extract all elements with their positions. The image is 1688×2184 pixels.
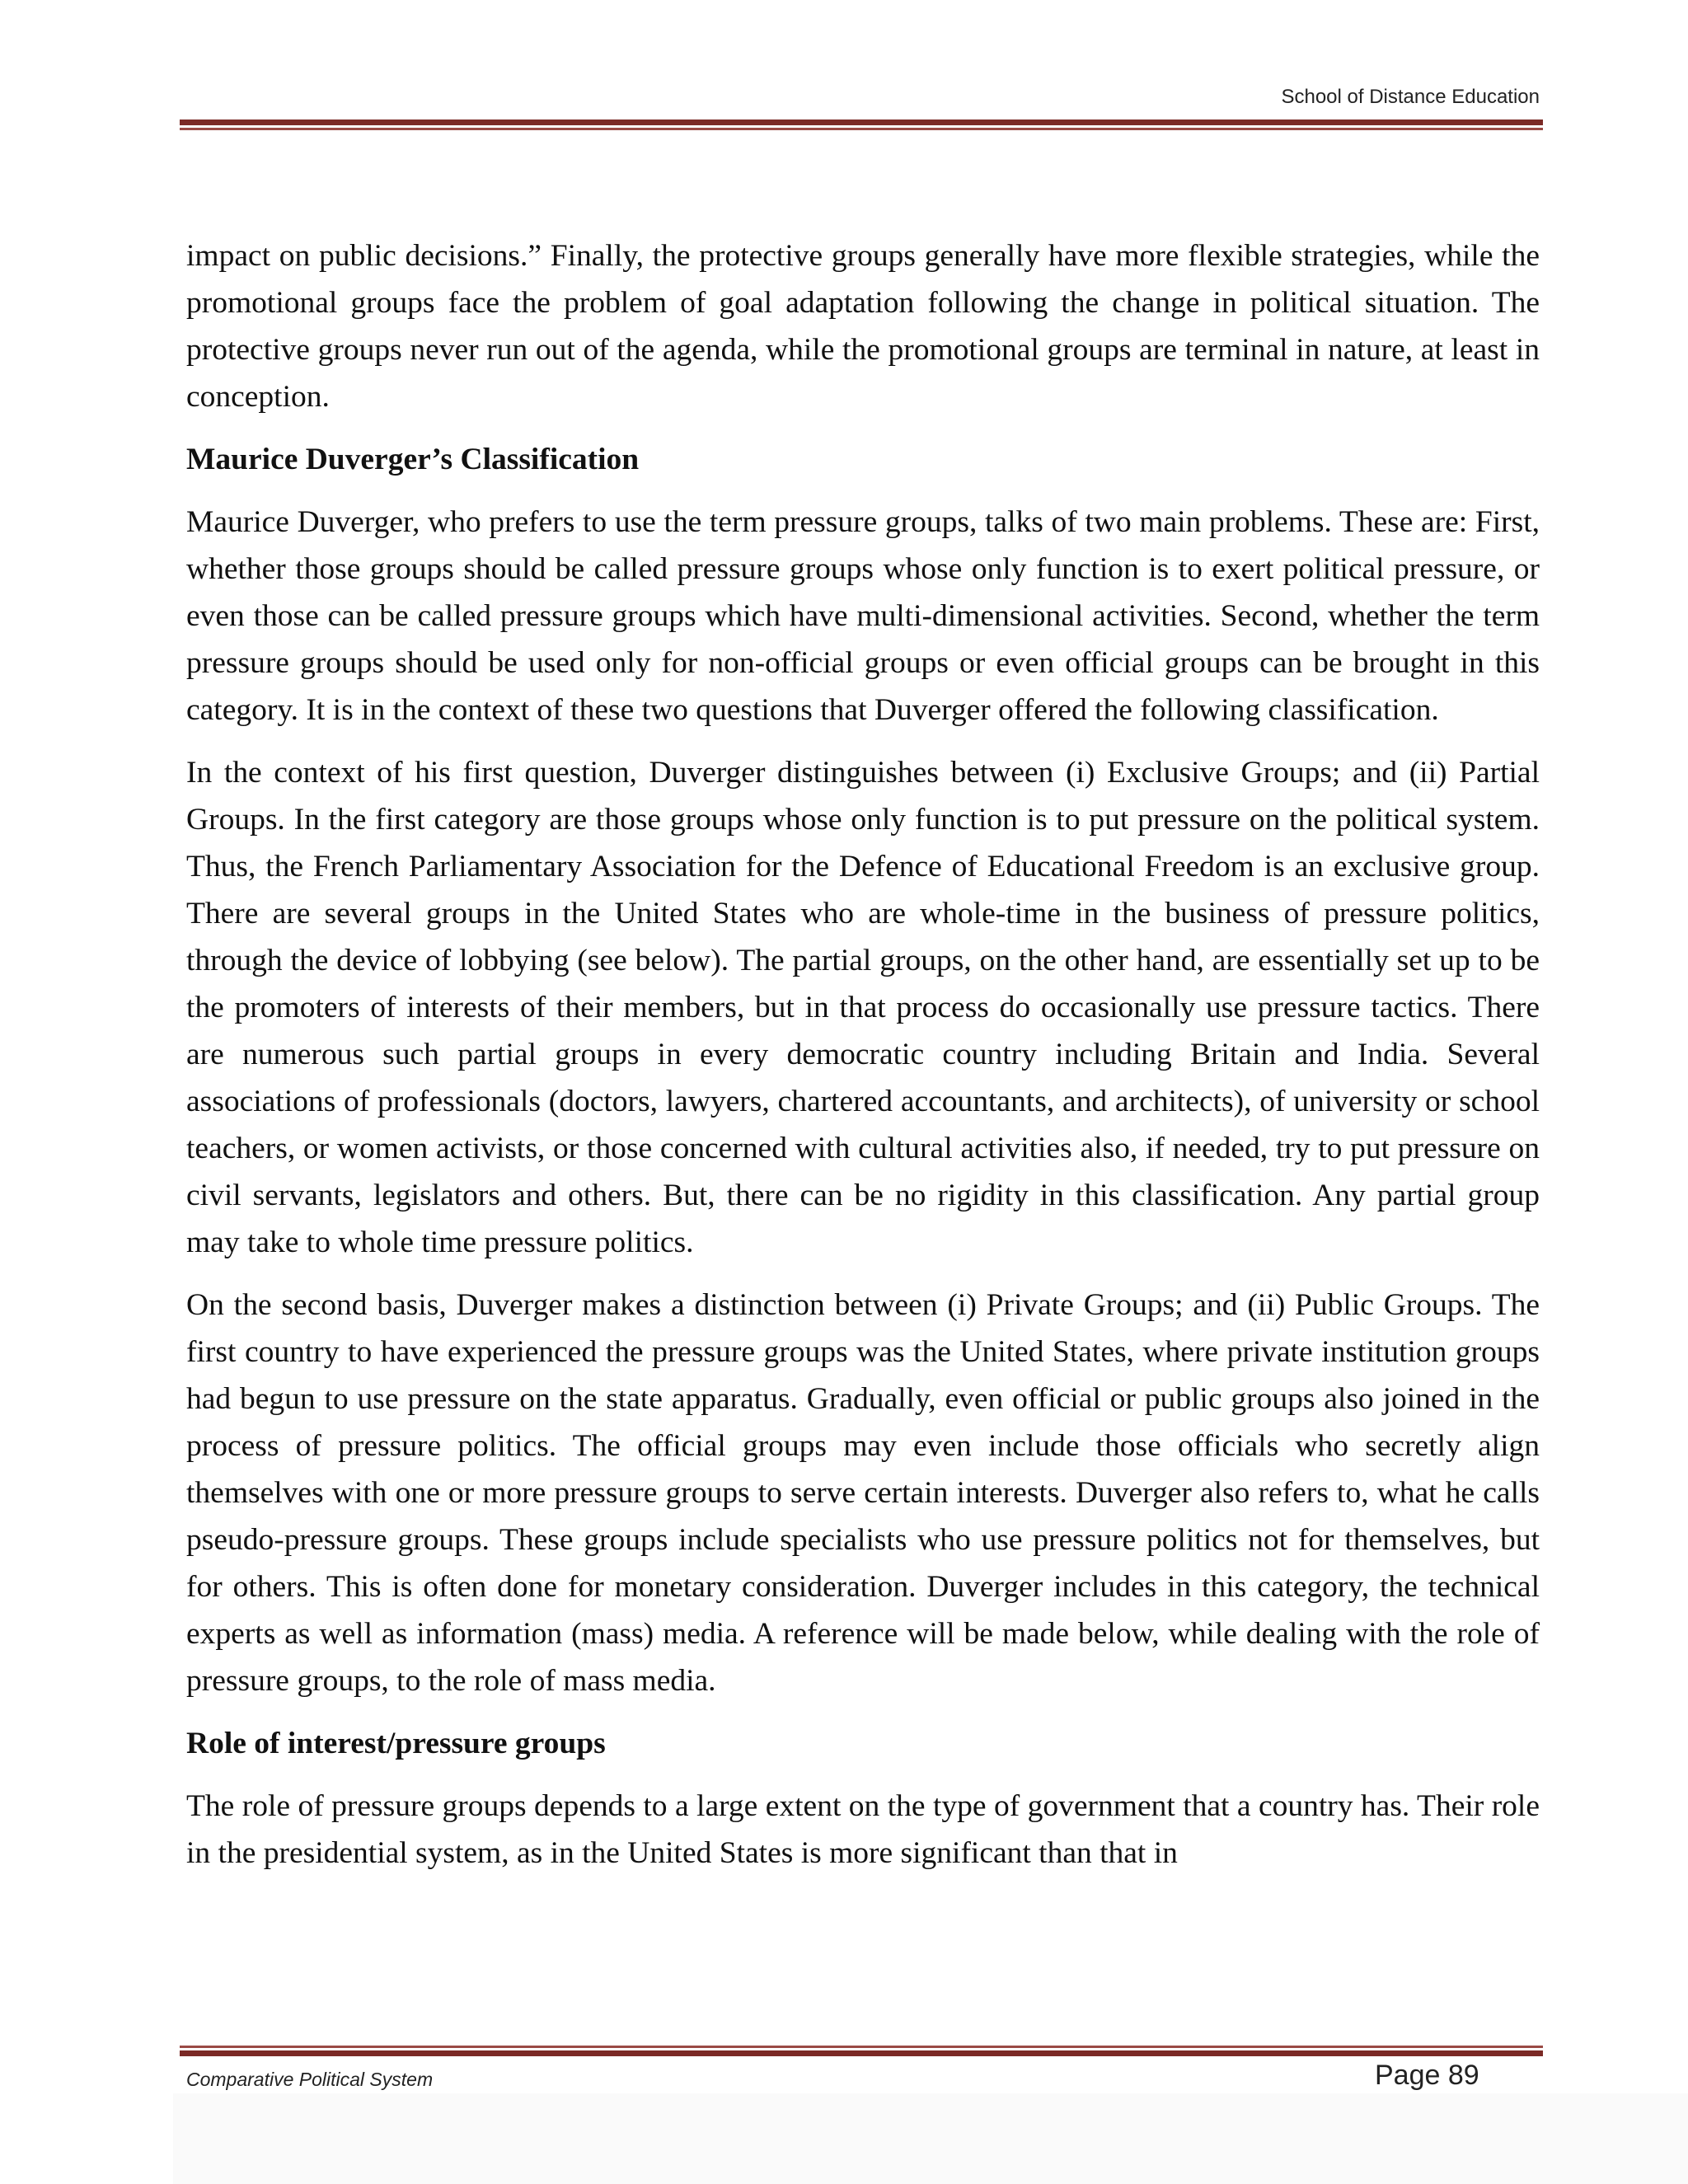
page-bottom-shade: [173, 2093, 1688, 2184]
paragraph-role: The role of pressure groups depends to a large extent on the type of government that a country has. Their role in the presidential system, as in the United States is more significant than that in: [186, 1789, 1540, 1870]
heading-duverger-classification: Maurice Duverger’s Classification: [186, 443, 640, 476]
paragraph-intro: impact on public decisions.” Finally, the protective groups generally have more flexible strategies, while the promotional groups face the problem of goal adaptation following the change in political situation. The protective groups never run out of the agenda, while the promotional groups are terminal in nature, at least in conception.: [186, 239, 1540, 414]
body-content: [186, 232, 1540, 1892]
heading-role-of-groups: Role of interest/pressure groups: [186, 1727, 606, 1760]
paragraph-duverger-2: In the context of his first question, Duverger distinguishes between (i) Exclusive Groups; and (ii) Partial Groups. In the first category are those groups whose only function is to put pressure on the political system. Thus, the French Parliamentary Association for the Defence of Educational Freedom is an exclusive group. There are several groups in the United States who are whole-time in the business of pressure politics, through the device of lobbying (see below). The partial groups, on the other hand, are essentially set up to be the promoters of interests of their members, but in that process do occasionally use pressure tactics. There are numerous such partial groups in every democratic country including Britain and India. Several associations of professionals (doctors, lawyers, chartered accountants, and architects), of university or school teachers, or women activists, or those concerned with cultural activities also, if needed, try to put pressure on civil servants, legislators and others. But, there can be no rigidity in this classification. Any partial group may take to whole time pressure politics.: [186, 756, 1540, 1259]
header-rule-thick: [180, 120, 1543, 125]
footer-page-number: Page 89: [1375, 2060, 1479, 2091]
footer-course-title: Comparative Political System: [186, 2069, 434, 2090]
header-institution: School of Distance Education: [1281, 86, 1540, 108]
header-rule-thin: [180, 128, 1543, 130]
paragraph-duverger-1: Maurice Duverger, who prefers to use the term pressure groups, talks of two main problems. These are: First, whether those groups should be called pressure groups whose only function is to exert political pressure, or even those can be called pressure groups which have multi-dimensional activities. Second, whether the term pressure groups should be used only for non-official groups or even official groups can be brought in this category. It is in the context of these two questions that Duverger offered the following classification.: [186, 505, 1540, 727]
footer-rule-thin: [180, 2046, 1543, 2048]
header-rule: [180, 120, 1543, 130]
paragraph-duverger-3: On the second basis, Duverger makes a distinction between (i) Private Groups; and (ii) Public Groups. The first country to have experienced the pressure groups was the United States, where private institution groups had begun to use pressure on the state apparatus. Gradually, even official or public groups also joined in the process of pressure politics. The official groups may even include those officials who secretly align themselves with one or more pressure groups to serve certain interests. Duverger also refers to, what he calls pseudo-pressure groups. These groups include specialists who use pressure politics not for themselves, but for others. This is often done for monetary consideration. Duverger includes in this category, the technical experts as well as information (mass) media. A reference will be made below, while dealing with the role of pressure groups, to the role of mass media.: [186, 1288, 1540, 1698]
footer-rule-thick: [180, 2050, 1543, 2056]
footer-rule: [180, 2046, 1543, 2056]
